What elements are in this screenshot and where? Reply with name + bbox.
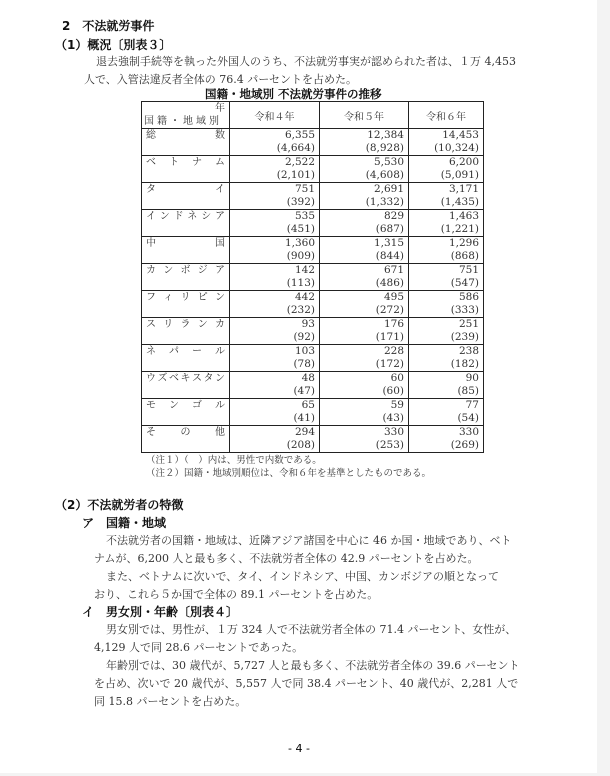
country-name bbox=[146, 184, 225, 196]
country-cell bbox=[142, 372, 230, 399]
country-name-char: ボ bbox=[180, 265, 191, 276]
country-name-char: ン bbox=[163, 265, 174, 276]
value-cell bbox=[320, 372, 409, 399]
total-value: 93 bbox=[301, 318, 315, 330]
male-value: (172) bbox=[375, 357, 404, 370]
country-name-char: ラ bbox=[180, 319, 191, 330]
country-name-char: カ bbox=[146, 265, 156, 276]
total-value: 330 bbox=[458, 426, 479, 438]
corner-country-label: 国籍・地域別 bbox=[144, 116, 222, 127]
total-value: 60 bbox=[390, 372, 404, 384]
subsection-2-heading: （2）不法就労者の特徴 bbox=[55, 498, 184, 512]
table-row bbox=[142, 183, 484, 210]
table-note-1: （注１）（ ）内は、男性で内数である。 bbox=[146, 455, 322, 466]
total-value: 59 bbox=[390, 399, 404, 411]
country-name bbox=[146, 346, 225, 358]
column-header-r4: 令和４年 bbox=[230, 102, 320, 129]
value-cell bbox=[409, 264, 484, 291]
country-name-char: 数 bbox=[215, 130, 225, 141]
male-value: (1,332) bbox=[365, 195, 404, 208]
male-value: (85) bbox=[457, 384, 479, 397]
total-value: 3,171 bbox=[448, 183, 479, 195]
male-value: (868) bbox=[450, 249, 479, 262]
male-value: (54) bbox=[457, 411, 479, 424]
male-value: (451) bbox=[286, 222, 315, 235]
male-value: (687) bbox=[375, 222, 404, 235]
value-cell bbox=[230, 372, 320, 399]
item-a-line-4: おり、これら５か国で全体の 89.1 パーセントを占めた。 bbox=[94, 588, 379, 601]
value-cell bbox=[320, 426, 409, 453]
country-cell bbox=[142, 129, 230, 156]
country-name-char: 国 bbox=[215, 238, 225, 249]
country-name-char: ン bbox=[215, 292, 225, 303]
table-row bbox=[142, 129, 484, 156]
country-cell bbox=[142, 291, 230, 318]
country-name-char: ン bbox=[215, 373, 225, 384]
table-row bbox=[142, 372, 484, 399]
country-name bbox=[146, 427, 225, 439]
illegal-work-table bbox=[141, 101, 484, 453]
country-name-char: ス bbox=[192, 373, 202, 384]
male-value: (41) bbox=[293, 411, 315, 424]
value-cell bbox=[320, 318, 409, 345]
total-value: 829 bbox=[383, 210, 404, 222]
total-value: 751 bbox=[294, 183, 315, 195]
total-value: 6,200 bbox=[448, 156, 479, 168]
country-name-char: ン bbox=[159, 211, 170, 222]
value-cell bbox=[409, 372, 484, 399]
country-name bbox=[146, 400, 225, 412]
total-value: 1,463 bbox=[448, 210, 479, 222]
total-value: 77 bbox=[465, 399, 479, 411]
male-value: (5,091) bbox=[440, 168, 479, 181]
total-value: 1,315 bbox=[373, 237, 404, 249]
country-cell bbox=[142, 318, 230, 345]
male-value: (1,221) bbox=[440, 222, 479, 235]
country-name-char: 総 bbox=[146, 130, 156, 141]
male-value: (2,101) bbox=[276, 168, 315, 181]
country-name-char: ィ bbox=[163, 292, 174, 303]
country-name-char: ナ bbox=[192, 157, 202, 168]
page-number: - 4 - bbox=[288, 742, 310, 755]
country-name-char: ア bbox=[214, 211, 225, 222]
total-value: 2,691 bbox=[373, 183, 404, 195]
total-value: 442 bbox=[294, 291, 315, 303]
male-value: (392) bbox=[286, 195, 315, 208]
country-name-char: リ bbox=[180, 292, 191, 303]
value-cell bbox=[409, 237, 484, 264]
country-name-char: シ bbox=[201, 211, 212, 222]
country-name-char: ア bbox=[215, 265, 225, 276]
country-name-char: イ bbox=[146, 211, 156, 222]
country-name-char: キ bbox=[180, 373, 191, 384]
total-value: 294 bbox=[294, 426, 315, 438]
country-name-char: タ bbox=[203, 373, 214, 384]
country-name-char: ベ bbox=[169, 373, 179, 384]
country-name-char: カ bbox=[215, 319, 225, 330]
country-name-char: そ bbox=[146, 427, 156, 438]
total-value: 671 bbox=[383, 264, 404, 276]
item-a-line-2: ナムが、6,200 人と最も多く、不法就労者全体の 42.9 パーセントを占めた。 bbox=[94, 552, 479, 565]
value-cell bbox=[320, 264, 409, 291]
country-name-char: ー bbox=[192, 346, 202, 357]
total-value: 495 bbox=[383, 291, 404, 303]
subsection-1-heading: （1）概況〔別表３〕 bbox=[55, 38, 172, 52]
table-row bbox=[142, 318, 484, 345]
male-value: (60) bbox=[382, 384, 404, 397]
value-cell bbox=[230, 318, 320, 345]
male-value: (844) bbox=[375, 249, 404, 262]
value-cell bbox=[230, 399, 320, 426]
country-name-char: ン bbox=[197, 319, 208, 330]
item-a-line-1: 不法就労者の国籍・地域は、近隣アジア諸国を中心に 46 か国・地域であり、ベト bbox=[106, 534, 512, 547]
value-cell bbox=[320, 237, 409, 264]
country-name-char: パ bbox=[169, 346, 179, 357]
country-name-char: の bbox=[180, 427, 191, 438]
country-cell bbox=[142, 345, 230, 372]
male-value: (269) bbox=[450, 438, 479, 451]
male-value: (909) bbox=[286, 249, 315, 262]
value-cell bbox=[320, 129, 409, 156]
country-name-char: ム bbox=[215, 157, 225, 168]
male-value: (47) bbox=[293, 384, 315, 397]
total-value: 65 bbox=[301, 399, 315, 411]
table-row bbox=[142, 291, 484, 318]
country-name-char: ピ bbox=[197, 292, 208, 303]
item-i-line-1: 男女別では、男性が、１万 324 人で不法就労者全体の 71.4 パーセント、女性が、 bbox=[106, 623, 517, 636]
country-name-char: イ bbox=[215, 184, 225, 195]
country-cell bbox=[142, 399, 230, 426]
male-value: (4,664) bbox=[276, 141, 315, 154]
item-i-line-4: を占め、次いで 20 歳代が、5,557 人で同 38.4 パーセント、40 歳代が、2,281 人で bbox=[94, 677, 519, 690]
country-name-char: ル bbox=[215, 346, 225, 357]
value-cell bbox=[320, 399, 409, 426]
section-heading: 2 不法就労事件 bbox=[62, 19, 155, 33]
total-value: 14,453 bbox=[442, 129, 479, 141]
country-name-char: 中 bbox=[146, 238, 156, 249]
sub1-paragraph-line-1: 退去強制手続等を執った外国人のうち、不法就労事実が認められた者は、１万 4,453 bbox=[96, 55, 516, 68]
country-name-char: ジ bbox=[197, 265, 208, 276]
total-value: 228 bbox=[383, 345, 404, 357]
value-cell bbox=[409, 345, 484, 372]
value-cell bbox=[409, 426, 484, 453]
male-value: (43) bbox=[382, 411, 404, 424]
country-name bbox=[146, 319, 225, 331]
item-i-line-3: 年齢別では、30 歳代が、5,727 人と最も多く、不法就労者全体の 39.6 パーセント bbox=[106, 659, 520, 672]
item-i-line-2: 4,129 人で同 28.6 パーセントであった。 bbox=[94, 641, 304, 654]
country-name-char: ズ bbox=[157, 373, 168, 384]
table-row bbox=[142, 426, 484, 453]
corner-header-cell bbox=[142, 102, 230, 129]
value-cell bbox=[320, 345, 409, 372]
total-value: 48 bbox=[301, 372, 315, 384]
table-note-2: （注２）国籍・地域別順位は、令和６年を基準としたものである。 bbox=[146, 468, 432, 479]
total-value: 751 bbox=[458, 264, 479, 276]
value-cell bbox=[230, 183, 320, 210]
item-a-line-3: また、ベトナムに次いで、タイ、インドネシア、中国、カンボジアの順となって bbox=[106, 570, 500, 583]
total-value: 176 bbox=[383, 318, 404, 330]
table-row bbox=[142, 210, 484, 237]
total-value: 1,360 bbox=[284, 237, 315, 249]
country-name-char: ネ bbox=[146, 346, 156, 357]
male-value: (232) bbox=[286, 303, 315, 316]
country-name-char: ス bbox=[146, 319, 156, 330]
male-value: (78) bbox=[293, 357, 315, 370]
value-cell bbox=[230, 210, 320, 237]
value-cell bbox=[320, 156, 409, 183]
total-value: 238 bbox=[458, 345, 479, 357]
table-row bbox=[142, 264, 484, 291]
value-cell bbox=[320, 183, 409, 210]
male-value: (547) bbox=[450, 276, 479, 289]
total-value: 2,522 bbox=[284, 156, 315, 168]
country-cell bbox=[142, 156, 230, 183]
country-name-char: フ bbox=[146, 292, 156, 303]
male-value: (10,324) bbox=[434, 141, 479, 154]
table-row bbox=[142, 156, 484, 183]
total-value: 6,355 bbox=[284, 129, 315, 141]
value-cell bbox=[320, 291, 409, 318]
value-cell bbox=[409, 183, 484, 210]
table-row bbox=[142, 345, 484, 372]
sub1-paragraph-line-2: 人で、入管法違反者全体の 76.4 パーセントを占めた。 bbox=[84, 73, 358, 86]
male-value: (4,608) bbox=[365, 168, 404, 181]
male-value: (113) bbox=[286, 276, 315, 289]
country-name-char: リ bbox=[163, 319, 174, 330]
country-name-char: ル bbox=[215, 400, 225, 411]
country-name bbox=[146, 157, 225, 169]
total-value: 251 bbox=[458, 318, 479, 330]
corner-year-label: 年 bbox=[215, 103, 225, 114]
total-value: 330 bbox=[383, 426, 404, 438]
male-value: (253) bbox=[375, 438, 404, 451]
item-i-line-5: 同 15.8 パーセントを占めた。 bbox=[94, 695, 247, 708]
value-cell bbox=[409, 318, 484, 345]
item-i-heading: イ 男女別・年齢〔別表４〕 bbox=[82, 605, 239, 619]
male-value: (171) bbox=[375, 330, 404, 343]
country-name bbox=[146, 292, 225, 304]
item-a-heading: ア 国籍・地域 bbox=[82, 516, 167, 530]
total-value: 586 bbox=[458, 291, 479, 303]
male-value: (239) bbox=[450, 330, 479, 343]
male-value: (92) bbox=[293, 330, 315, 343]
male-value: (272) bbox=[375, 303, 404, 316]
table-caption: 国籍・地域別 不法就労事件の推移 bbox=[205, 87, 382, 101]
total-value: 535 bbox=[294, 210, 315, 222]
value-cell bbox=[230, 264, 320, 291]
value-cell bbox=[409, 291, 484, 318]
country-name-char: 他 bbox=[215, 427, 225, 438]
country-cell bbox=[142, 264, 230, 291]
male-value: (8,928) bbox=[365, 141, 404, 154]
country-name bbox=[146, 211, 225, 223]
male-value: (208) bbox=[286, 438, 315, 451]
value-cell bbox=[409, 129, 484, 156]
value-cell bbox=[230, 345, 320, 372]
country-name bbox=[146, 373, 225, 385]
total-value: 1,296 bbox=[448, 237, 479, 249]
country-name-char: ベ bbox=[146, 157, 156, 168]
country-cell bbox=[142, 183, 230, 210]
country-cell bbox=[142, 426, 230, 453]
country-name-char: モ bbox=[146, 400, 156, 411]
country-name-char: ウ bbox=[146, 373, 156, 384]
country-name-char: ネ bbox=[187, 211, 198, 222]
country-name-char: ゴ bbox=[192, 400, 202, 411]
value-cell bbox=[409, 156, 484, 183]
total-value: 90 bbox=[465, 372, 479, 384]
country-cell bbox=[142, 210, 230, 237]
male-value: (1,435) bbox=[440, 195, 479, 208]
value-cell bbox=[230, 129, 320, 156]
total-value: 12,384 bbox=[367, 129, 404, 141]
total-value: 142 bbox=[294, 264, 315, 276]
male-value: (333) bbox=[450, 303, 479, 316]
total-value: 5,530 bbox=[373, 156, 404, 168]
value-cell bbox=[230, 156, 320, 183]
value-cell bbox=[230, 426, 320, 453]
country-cell bbox=[142, 237, 230, 264]
country-name-char: ン bbox=[169, 400, 179, 411]
column-header-r6: 令和６年 bbox=[409, 102, 484, 129]
table-header-row bbox=[142, 102, 484, 129]
table-row bbox=[142, 237, 484, 264]
country-name bbox=[146, 238, 225, 250]
male-value: (182) bbox=[450, 357, 479, 370]
value-cell bbox=[409, 210, 484, 237]
value-cell bbox=[230, 291, 320, 318]
country-name-char: ト bbox=[169, 157, 179, 168]
country-name-char: ド bbox=[173, 211, 184, 222]
country-name bbox=[146, 130, 225, 142]
value-cell bbox=[230, 237, 320, 264]
value-cell bbox=[409, 399, 484, 426]
country-name bbox=[146, 265, 225, 277]
table-row bbox=[142, 399, 484, 426]
country-name-char: タ bbox=[146, 184, 156, 195]
male-value: (486) bbox=[375, 276, 404, 289]
column-header-r5: 令和５年 bbox=[320, 102, 409, 129]
value-cell bbox=[320, 210, 409, 237]
total-value: 103 bbox=[294, 345, 315, 357]
